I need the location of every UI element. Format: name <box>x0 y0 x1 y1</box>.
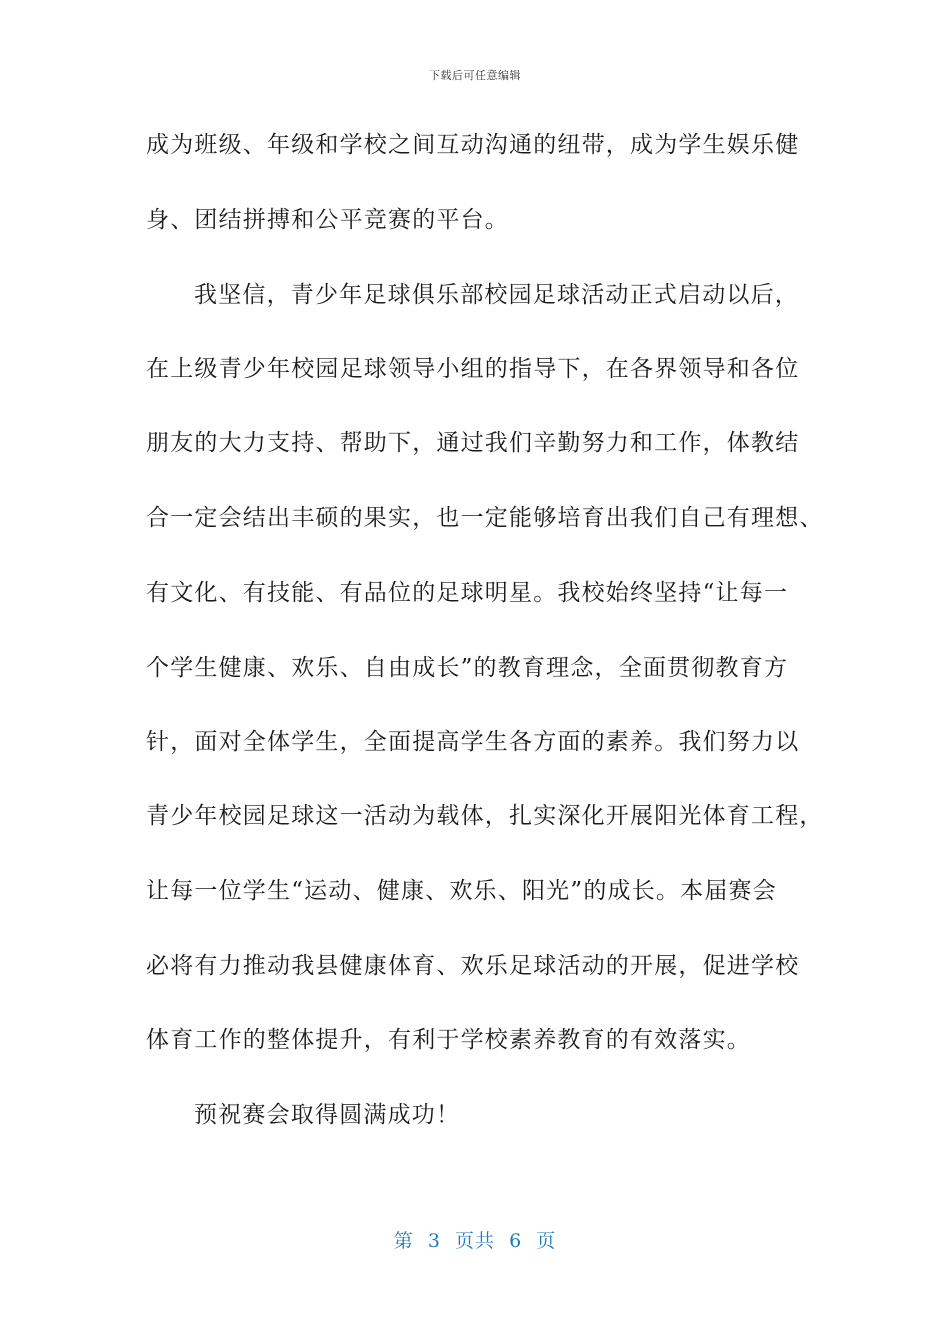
text-line: 预祝赛会取得圆满成功！ <box>194 1102 461 1128</box>
text-line: 有文化、有技能、有品位的足球明星。我校始终坚持“让每一 <box>146 580 789 606</box>
page-number: 第 3 页共 6 页 <box>393 1230 557 1252</box>
text-line: 个学生健康、欢乐、自由成长”的教育理念，全面贯彻教育方 <box>146 655 789 681</box>
text-line: 我坚信，青少年足球俱乐部校园足球活动正式启动以后， <box>194 282 799 308</box>
text-line: 必将有力推动我县健康体育、欢乐足球活动的开展，促进学校 <box>146 953 800 979</box>
text-line: 朋友的大力支持、帮助下，通过我们辛勤努力和工作，体教结 <box>146 430 800 456</box>
text-line: 成为班级、年级和学校之间互动沟通的纽带，成为学生娱乐健 <box>146 132 800 158</box>
text-line: 合一定会结出丰硕的果实，也一定能够培育出我们自己有理想、 <box>146 505 824 531</box>
text-line: 让每一位学生“运动、健康、欢乐、阳光”的成长。本届赛会 <box>146 878 777 904</box>
page-header-note: 下载后可任意编辑 <box>429 69 521 82</box>
text-line: 身、团结拼搏和公平竞赛的平台。 <box>146 207 509 233</box>
text-line: 体育工作的整体提升，有利于学校素养教育的有效落实。 <box>146 1027 751 1053</box>
text-line: 在上级青少年校园足球领导小组的指导下，在各界领导和各位 <box>146 356 800 382</box>
text-line: 青少年校园足球这一活动为载体，扎实深化开展阳光体育工程， <box>146 803 824 829</box>
text-line: 针，面对全体学生，全面提高学生各方面的素养。我们努力以 <box>146 729 800 755</box>
